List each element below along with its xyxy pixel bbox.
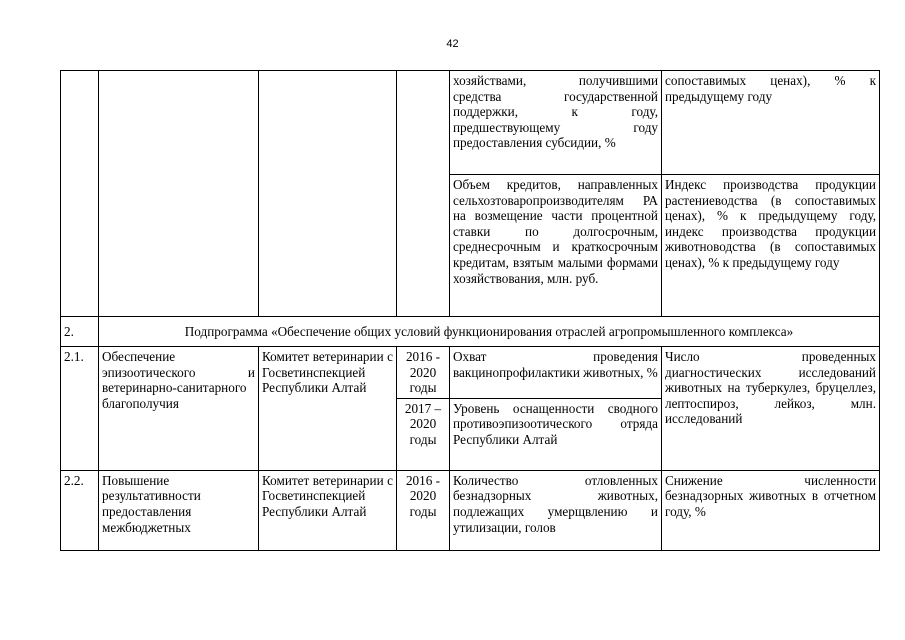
cell-measure: Обеспечение эпизоотического и ветеринарно-санитарного благополучия xyxy=(99,347,259,471)
cell-executor xyxy=(259,71,397,317)
cell-period: 2016 - 2020 годы xyxy=(397,470,450,550)
cell-indicator: Количество отловленных безнадзорных животных, подлежащих умерщвлению и утилизации, голов xyxy=(450,470,662,550)
cell-indicator: Объем кредитов, направленных сельхозтоваропроизводителям РА на возмещение части процентной ставки по долгосрочным, среднесрочным и краткосрочным кредитам, взятым малыми формами хозяйствования, млн. руб. xyxy=(450,175,662,317)
cell-effect: Индекс производства продукции растениеводства (в сопоставимых ценах), % к предыдущему году, индекс производства продукции животноводства (в сопоставимых ценах), % к предыдущему году xyxy=(662,175,880,317)
cell-number: 2.2. xyxy=(61,470,99,550)
cell-effect: Снижение численности безнадзорных животных в отчетном году, % xyxy=(662,470,880,550)
section-number: 2. xyxy=(61,317,99,347)
program-table xyxy=(60,70,880,551)
cell-effect: Число проведенных диагностических исследований животных на туберкулез, бруцеллез, лептоспироз, лейкоз, млн. исследований xyxy=(662,347,880,471)
continuation-row-1 xyxy=(61,71,880,175)
cell-measure: Повышение результативности предоставления межбюджетных xyxy=(99,470,259,550)
cell-period: 2017 – 2020 годы xyxy=(397,398,450,470)
table-row-2-2 xyxy=(61,470,880,550)
section-row xyxy=(61,317,880,347)
section-title: Подпрограмма «Обеспечение общих условий функционирования отраслей агропромышленного комплекса» xyxy=(99,317,880,347)
table-row-2-1 xyxy=(61,347,880,399)
cell-number: 2.1. xyxy=(61,347,99,471)
cell-number xyxy=(61,71,99,317)
cell-period xyxy=(397,71,450,317)
cell-indicator: Охват проведения вакцинопрофилактики животных, % xyxy=(450,347,662,399)
cell-executor: Комитет ветеринарии с Госветинспекцией Республики Алтай xyxy=(259,470,397,550)
cell-indicator: хозяйствами, получившими средства государственной поддержки, к году, предшествующему году предоставления субсидии, % xyxy=(450,71,662,175)
page-number: 42 xyxy=(446,38,459,50)
cell-measure xyxy=(99,71,259,317)
cell-indicator: Уровень оснащенности сводного противоэпизоотического отряда Республики Алтай xyxy=(450,398,662,470)
cell-effect: сопоставимых ценах), % к предыдущему году xyxy=(662,71,880,175)
cell-period: 2016 - 2020 годы xyxy=(397,347,450,399)
cell-executor: Комитет ветеринарии с Госветинспекцией Республики Алтай xyxy=(259,347,397,471)
